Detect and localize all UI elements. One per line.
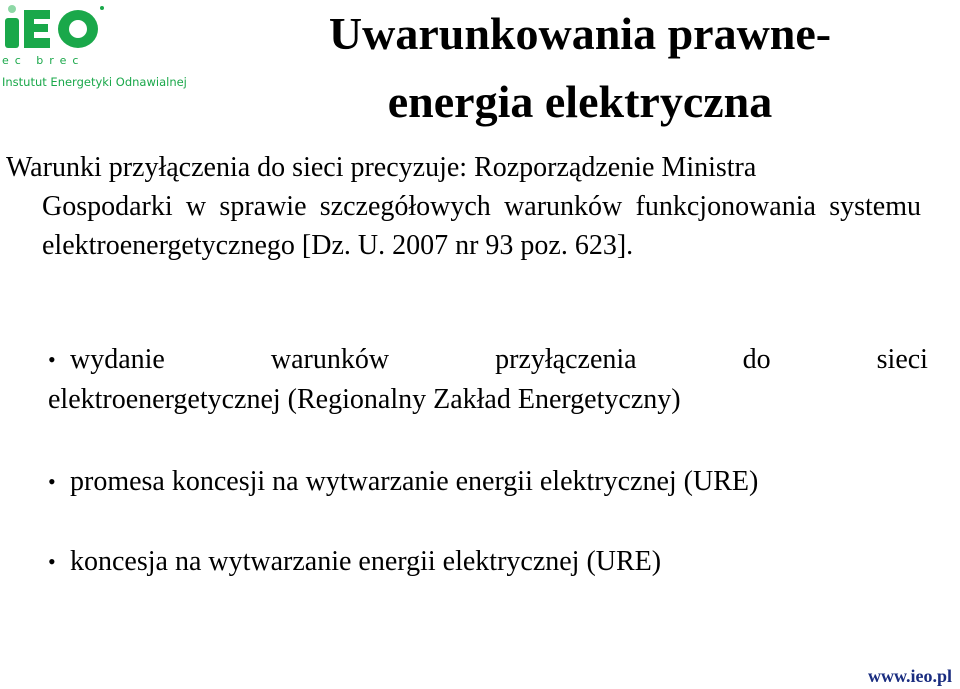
bullet-1-second-line: elektroenergetycznej (Regionalny Zakład Energetyczny) — [48, 384, 681, 415]
bullet-2-text: promesa koncesji na wytwarzanie energii elektrycznej (URE) — [70, 466, 759, 497]
slide-title — [220, 0, 940, 136]
logo-subtext: ec brec — [2, 54, 85, 67]
intro-line-1: Warunki przyłączenia do sieci precyzuje: Rozporządzenie Ministra — [6, 152, 757, 183]
title-line-1: Uwarunkowania prawne- — [328, 8, 832, 59]
bullet-1-word: przyłączenia — [495, 344, 637, 375]
bullet-1-word: sieci — [876, 344, 928, 375]
ieo-logo — [0, 0, 205, 100]
intro-paragraph — [6, 148, 921, 265]
footer-website-url: www.ieo.pl — [867, 666, 952, 686]
bullet-icon: • — [48, 549, 56, 574]
bullet-item-connection-conditions — [48, 340, 928, 420]
bullet-list — [48, 340, 928, 582]
title-line-2: energia elektryczna — [387, 76, 773, 127]
bullet-item-license — [48, 542, 928, 582]
bullet-1-word: do — [742, 344, 771, 375]
bullet-3-text: koncesja na wytwarzanie energii elektrycznej (URE) — [70, 546, 662, 577]
bullet-1-word: wydanie — [70, 344, 165, 375]
bullet-1-word: warunków — [270, 344, 390, 375]
bullet-icon: • — [48, 469, 56, 494]
bullet-icon: • — [48, 347, 56, 372]
logo-institute-name: Instutut Energetyki Odnawialnej — [2, 75, 187, 89]
bullet-1-first-line — [48, 340, 928, 380]
intro-continuation: Gospodarki w sprawie szczegółowych warunków funkcjonowania systemu elektroenergetycznego [Dz. U. 2007 nr 93 poz. 623]. — [42, 191, 921, 261]
ieo-logo-mark — [0, 0, 110, 52]
bullet-item-promise-license — [48, 462, 928, 502]
